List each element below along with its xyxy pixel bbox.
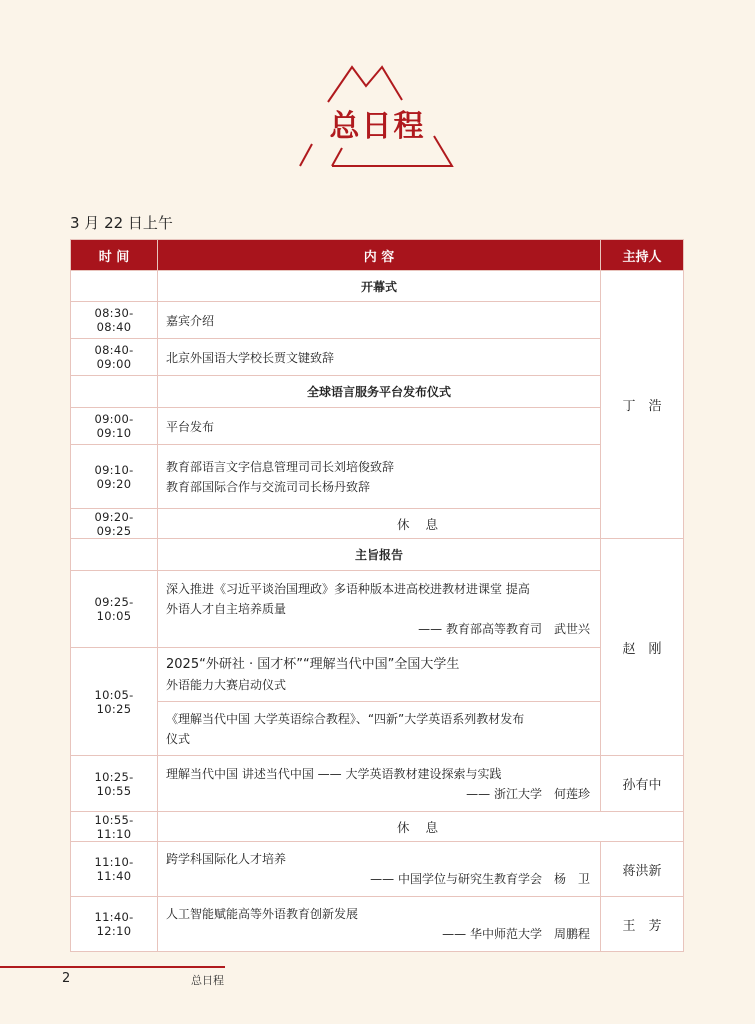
- table-row: [71, 897, 684, 952]
- header-content: 内 容: [158, 240, 601, 271]
- session-date: 3 月 22 日上午: [70, 214, 173, 232]
- header-host: 主持人: [601, 240, 684, 271]
- section-platform: 全球语言服务平台发布仪式: [158, 376, 601, 408]
- agenda-item: [158, 648, 601, 702]
- speaker-line: —— 华中师范大学 周鹏程: [442, 927, 590, 941]
- agenda-item: [158, 756, 601, 812]
- table-row: [71, 539, 684, 571]
- footer-divider: [0, 966, 225, 968]
- speaker-line: —— 中国学位与研究生教育学会 杨 卫: [370, 872, 590, 886]
- agenda-line: 人工智能赋能高等外语教育创新发展: [166, 907, 359, 921]
- time-cell: [71, 539, 158, 571]
- time-cell: 08:40-09:00: [71, 339, 158, 376]
- page-title: 总日程: [329, 109, 426, 144]
- time-cell: 08:30-08:40: [71, 302, 158, 339]
- table-row: [71, 408, 684, 445]
- agenda-item: [158, 445, 601, 509]
- break-cell: 休 息: [158, 509, 684, 539]
- time-cell: 11:10-11:40: [71, 842, 158, 897]
- agenda-line: 深入推进《习近平谈治国理政》多语种版本进高校进教材进课堂 提高: [166, 582, 530, 596]
- time-cell: 09:10-09:20: [71, 445, 158, 509]
- host-cell: 赵 刚: [601, 539, 684, 756]
- time-cell: 09:00-09:10: [71, 408, 158, 445]
- table-row: [71, 756, 684, 812]
- time-cell: 10:05-10:25: [71, 648, 158, 756]
- break-cell: 休 息: [158, 812, 684, 842]
- table-row: [71, 509, 684, 539]
- table-header-row: [71, 240, 684, 271]
- page-number: 2: [62, 971, 71, 986]
- agenda-item: 平台发布: [158, 408, 601, 445]
- time-cell: 11:40-12:10: [71, 897, 158, 952]
- agenda-line: 理解当代中国 讲述当代中国 —— 大学英语教材建设探索与实践: [166, 766, 502, 781]
- table-row: [71, 376, 684, 408]
- schedule-table: [70, 239, 684, 952]
- table-row: [71, 302, 684, 339]
- agenda-line: 《理解当代中国 大学英语综合教程》、“四新”大学英语系列教材发布: [166, 711, 525, 726]
- section-keynote: 主旨报告: [158, 539, 601, 571]
- agenda-line: 仪式: [166, 731, 191, 746]
- agenda-line: 外语人才自主培养质量: [166, 602, 287, 616]
- table-row: [71, 271, 684, 302]
- time-cell: [71, 271, 158, 302]
- agenda-line: 教育部语言文字信息管理司司长刘培俊致辞: [166, 459, 395, 474]
- table-row: [71, 842, 684, 897]
- table-row: [71, 571, 684, 648]
- time-cell: 10:55-11:10: [71, 812, 158, 842]
- table-row: [71, 702, 684, 756]
- footer-section-label: 总日程: [191, 974, 224, 987]
- time-cell: [71, 376, 158, 408]
- table-row: [71, 812, 684, 842]
- time-cell: 09:20-09:25: [71, 509, 158, 539]
- time-cell: 09:25-10:05: [71, 571, 158, 648]
- section-opening: 开幕式: [158, 271, 601, 302]
- agenda-item: [158, 897, 601, 952]
- header-time: 时 间: [71, 240, 158, 271]
- agenda-item: [158, 842, 601, 897]
- agenda-item: [158, 702, 601, 756]
- host-cell: 蒋洪新: [601, 842, 684, 897]
- agenda-line: 2025“外研社 · 国才杯”“理解当代中国”全国大学生: [166, 656, 460, 672]
- host-cell: 王 芳: [601, 897, 684, 952]
- host-cell: 丁 浩: [601, 271, 684, 539]
- agenda-line: 外语能力大赛启动仪式: [166, 677, 287, 692]
- table-row: [71, 648, 684, 702]
- speaker-line: —— 教育部高等教育司 武世兴: [418, 622, 590, 636]
- agenda-item: 北京外国语大学校长贾文键致辞: [158, 339, 601, 376]
- table-row: [71, 445, 684, 509]
- agenda-item: 嘉宾介绍: [158, 302, 601, 339]
- speaker-line: —— 浙江大学 何莲珍: [466, 786, 590, 801]
- host-cell: 孙有中: [601, 756, 684, 812]
- agenda-line: 教育部国际合作与交流司司长杨丹致辞: [166, 479, 371, 494]
- agenda-item: [158, 571, 601, 648]
- time-cell: 10:25-10:55: [71, 756, 158, 812]
- table-row: [71, 339, 684, 376]
- agenda-line: 跨学科国际化人才培养: [166, 852, 287, 866]
